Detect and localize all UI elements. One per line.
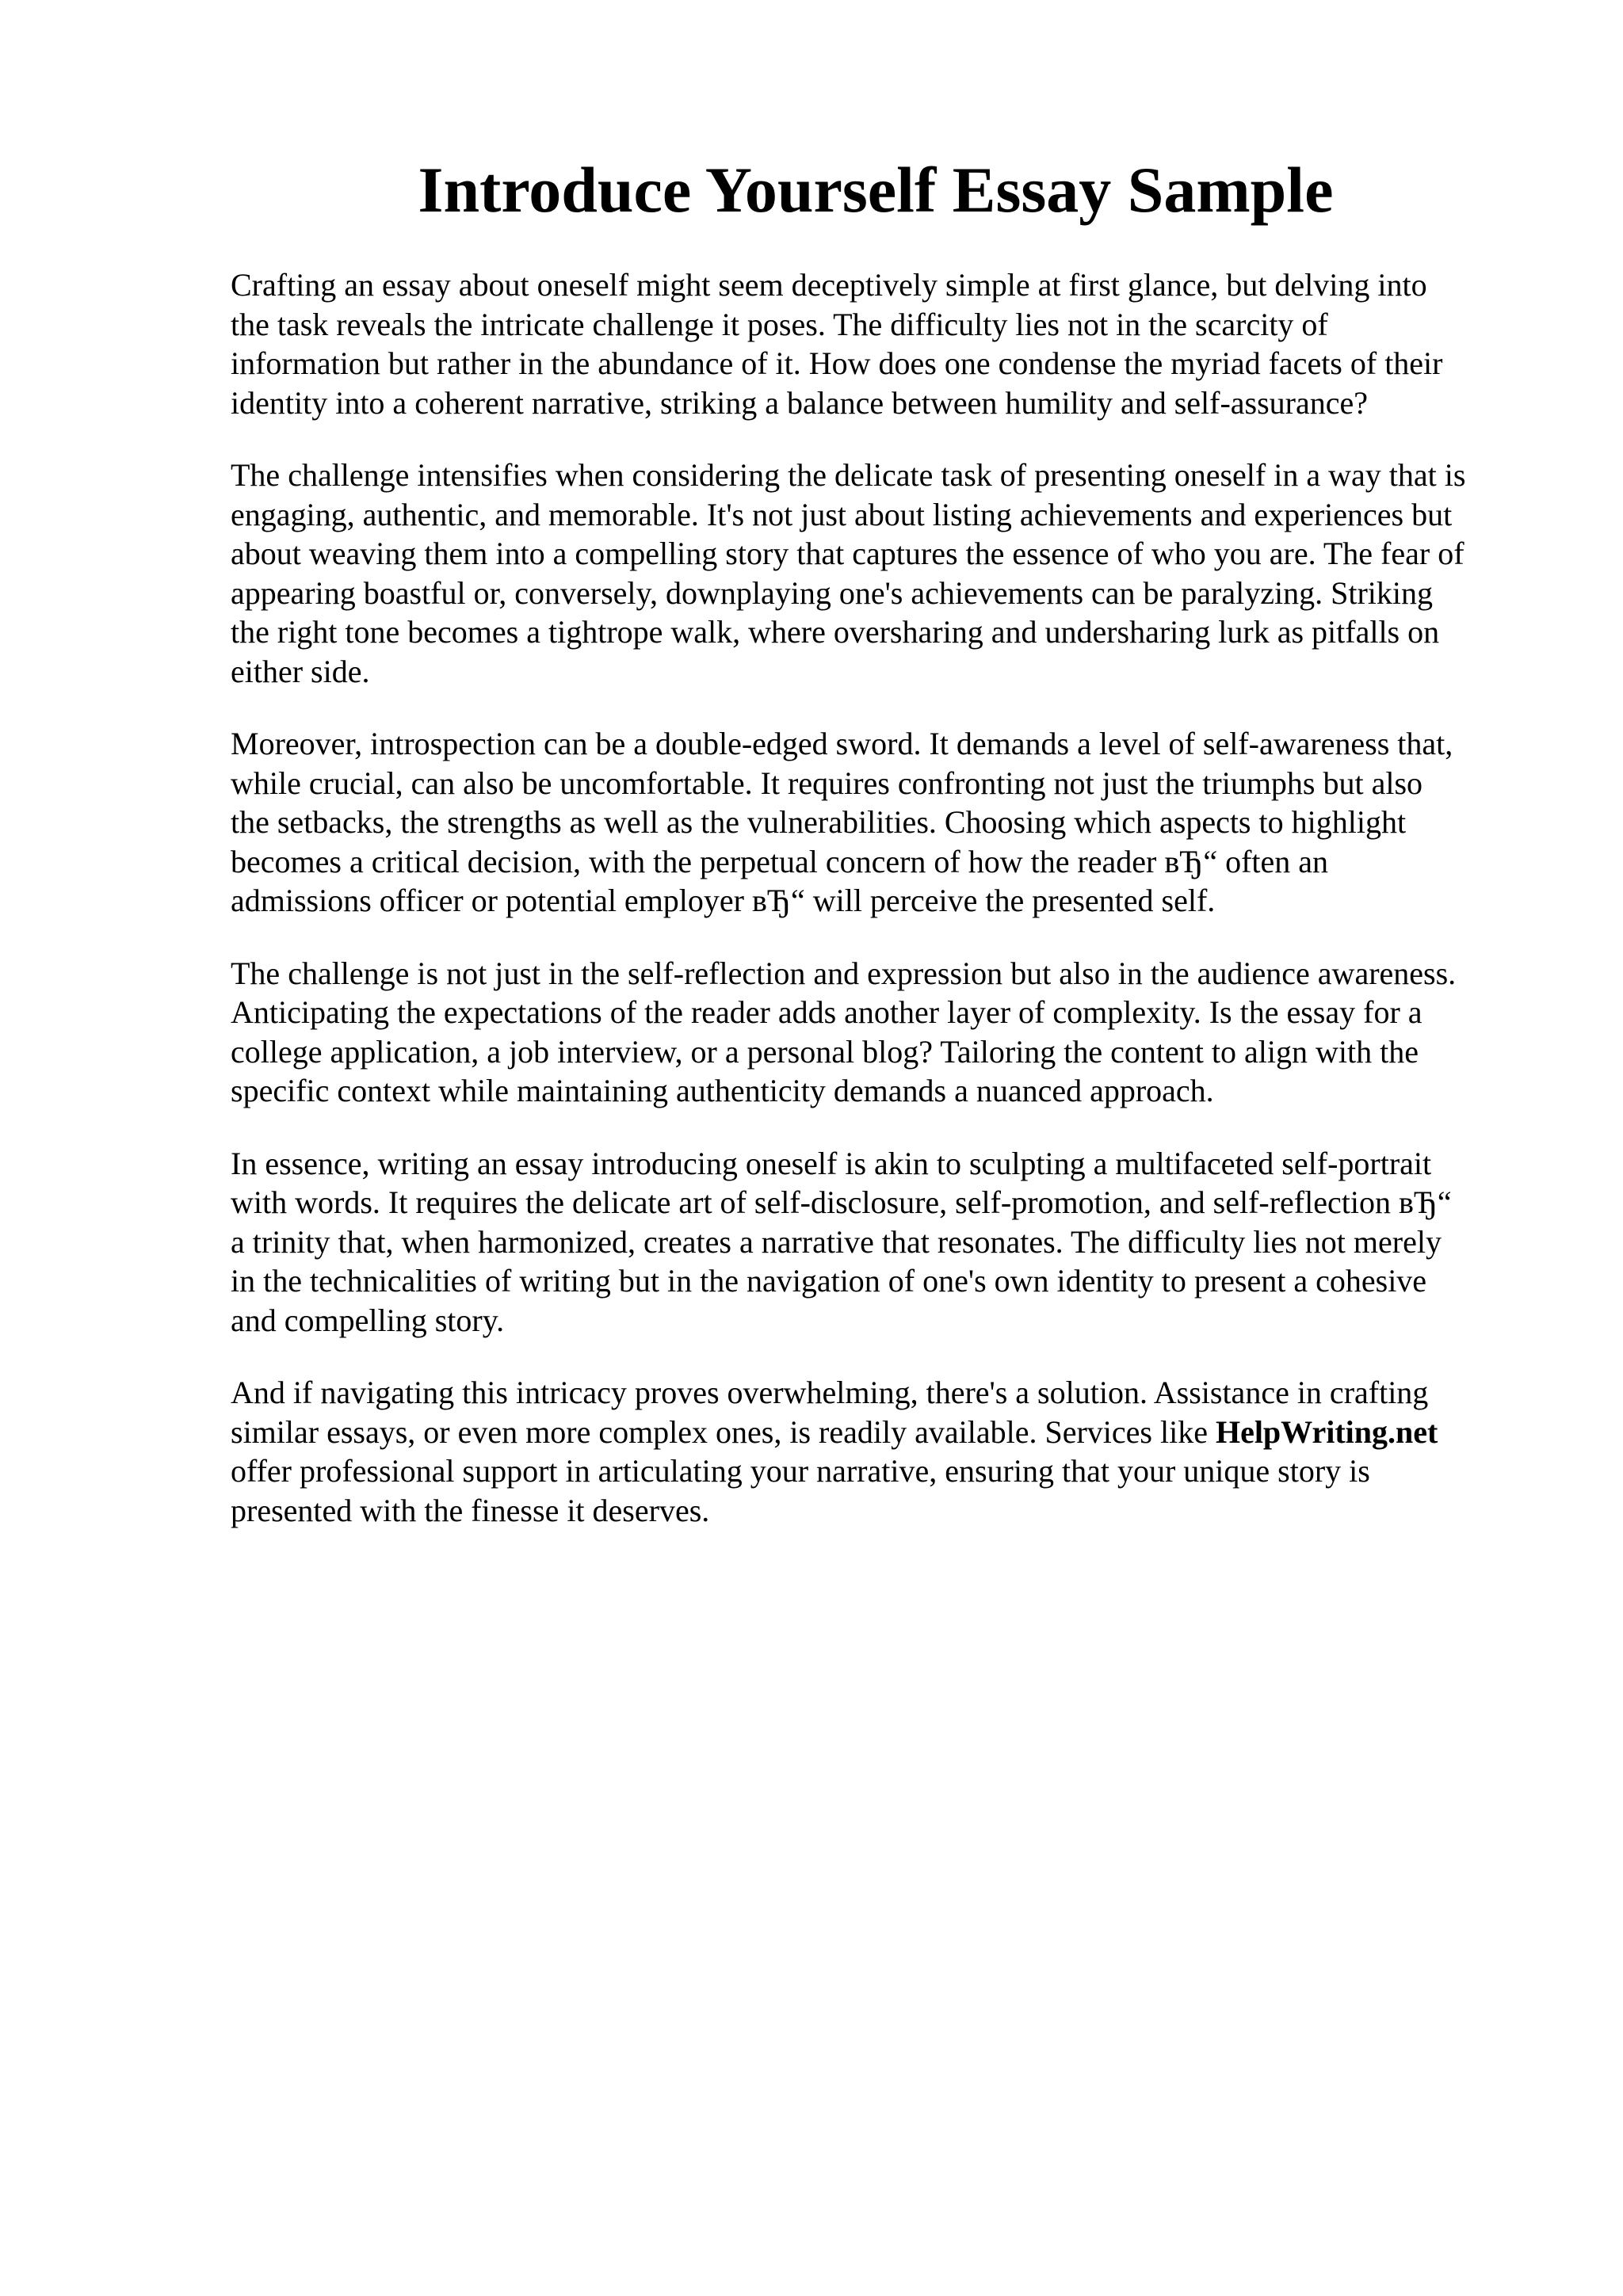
text-line: about weaving them into a compelling story that captures the essence of who you are. The fear of [231,536,1465,571]
document-title: Introduce Yourself Essay Sample [418,154,1334,226]
text-line: while crucial, can also be uncomfortable. It requires confronting not just the triumphs but also [231,765,1423,801]
document-body [231,265,1546,1563]
text-line: admissions officer or potential employer вЂ“ will perceive the presented self. [231,883,1216,918]
text-line: appearing boastful or, conversely, downplaying one's achievements can be paralyzing. Striking [231,574,1433,611]
text-line: a trinity that, when harmonized, creates a narrative that resonates. The difficulty lies not merely [231,1223,1442,1260]
paragraph-2 [231,456,1546,691]
text-line: The challenge is not just in the self-reflection and expression but also in the audience awareness. [231,955,1457,991]
text-line: the task reveals the intricate challenge it poses. The difficulty lies not in the scarcity of [231,306,1328,342]
text-line: the right tone becomes a tightrope walk, where oversharing and undersharing lurk as pitfalls on [231,614,1440,650]
text-line: either side. [231,653,370,689]
text-line: the setbacks, the strengths as well as the vulnerabilities. Choosing which aspects to highlight [231,804,1407,840]
text-line: presented with the finesse it deserves. [231,1492,710,1528]
service-link[interactable]: HelpWriting.net [1215,1413,1438,1450]
paragraph-3 [231,724,1546,921]
text-line: college application, a job interview, or a personal blog? Tailoring the content to align with the [231,1033,1419,1070]
text-line: offer professional support in articulating your narrative, ensuring that your unique story is [231,1453,1370,1489]
text-line: The challenge intensifies when considering the delicate task of presenting oneself in a way that is [231,457,1466,493]
text-line: identity into a coherent narrative, striking a balance between humility and self-assurance? [231,384,1368,421]
text-line: In essence, writing an essay introducing oneself is akin to sculpting a multifaceted self-portrait [231,1145,1432,1181]
text-line: And if navigating this intricacy proves overwhelming, there's a solution. Assistance in crafting [231,1375,1429,1410]
text-line: in the technicalities of writing but in the navigation of one's own identity to present a cohesive [231,1263,1427,1299]
text-line: and compelling story. [231,1302,505,1338]
paragraph-5 [231,1144,1546,1341]
paragraph-1 [231,265,1546,422]
text-line: Anticipating the expectations of the reader adds another layer of complexity. Is the essay for a [231,994,1423,1030]
text-line: information but rather in the abundance of it. How does one condense the myriad facets of their [231,345,1443,381]
paragraph-6 [231,1373,1546,1530]
text-line: with words. It requires the delicate art of self-disclosure, self-promotion, and self-reflection вЂ“ [231,1184,1452,1220]
text-line: specific context while maintaining authenticity demands a nuanced approach. [231,1073,1214,1108]
text-line: becomes a critical decision, with the perpetual concern of how the reader вЂ“ often an [231,843,1329,879]
text-line: Moreover, introspection can be a double-edged sword. It demands a level of self-awareness that, [231,726,1453,761]
text-segment: similar essays, or even more complex ones, is readily available. Services like [231,1413,1216,1450]
paragraph-4 [231,954,1546,1111]
text-line: Crafting an essay about oneself might seem deceptively simple at first glance, but delving into [231,267,1427,303]
text-line [231,1413,1546,1452]
text-line: engaging, authentic, and memorable. It's not just about listing achievements and experiences but [231,496,1453,532]
